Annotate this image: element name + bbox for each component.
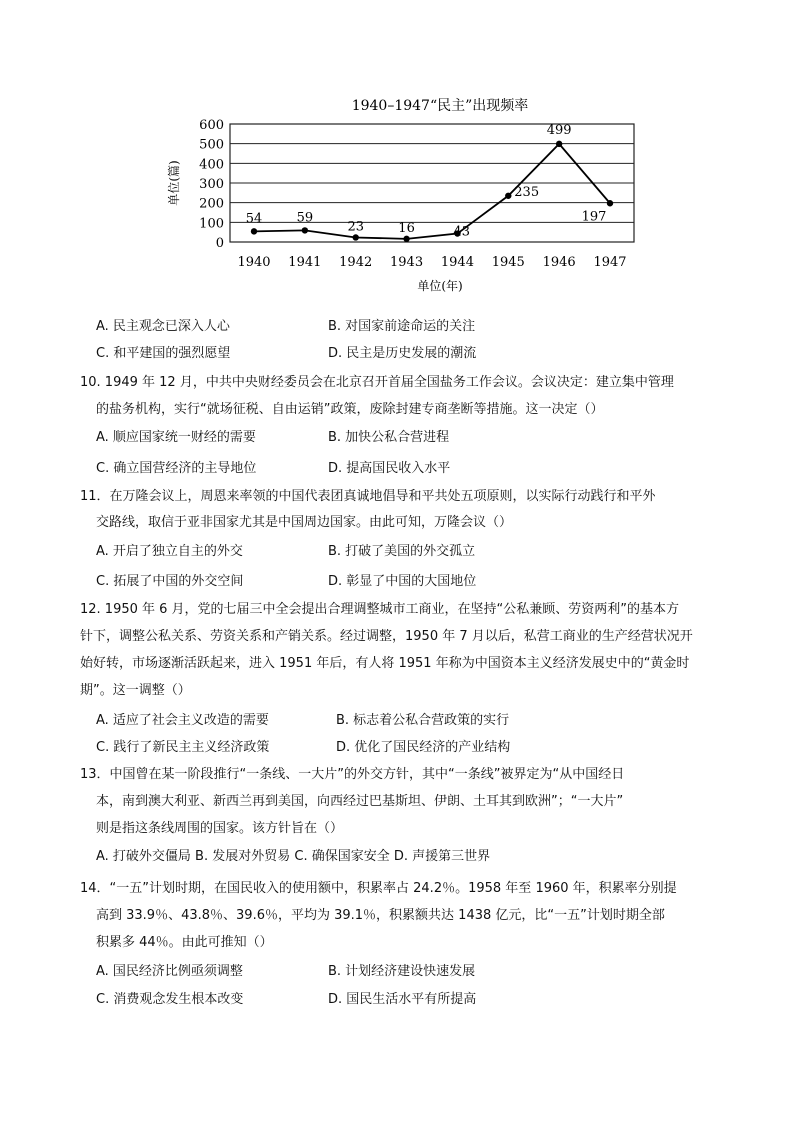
q14-stem-line2: 高到 33.9％、43.8％、39.6％，平均为 39.1％，积累额共达 1438 亿元，比“一五”计划时期全部: [96, 908, 665, 923]
q12-stem-line1: 12. 1950 年 6 月，党的七届三中全会提出合理调整城市工商业，在坚持“公私兼顾、劳资两利”的基本方: [80, 602, 680, 617]
data-point: [302, 227, 308, 233]
q10-option-c[interactable]: C. 确立国营经济的主导地位: [96, 461, 257, 476]
q12-option-b[interactable]: B. 标志着公私合营政策的实行: [336, 713, 510, 728]
data-point: [607, 200, 613, 206]
data-point: [353, 234, 359, 240]
q11-stem-line1: 11．在万隆会议上，周恩来率领的中国代表团真诚地倡导和平共处五项原则，以实际行动践行和平外: [80, 489, 656, 504]
data-point: [403, 236, 409, 242]
y-tick-label: 100: [199, 216, 224, 232]
y-axis-label: 单位(篇): [167, 160, 181, 206]
q13-stem-line2: 本，南到澳大利亚、新西兰再到美国，向西经过巴基斯坦、伊朗、土耳其到欧洲”；“一大片”: [96, 794, 624, 809]
x-tick-label: 1944: [440, 255, 474, 270]
x-tick-label: 1946: [542, 255, 576, 270]
data-label: 59: [296, 210, 314, 226]
q9-option-d[interactable]: D. 民主是历史发展的潮流: [328, 346, 477, 361]
data-label: 16: [398, 220, 415, 236]
data-point: [556, 141, 562, 147]
y-tick-label: 600: [199, 118, 224, 133]
q10-option-d[interactable]: D. 提高国民收入水平: [328, 461, 451, 476]
q12-stem-line3: 始好转，市场逐渐活跃起来，进入 1951 年后，有人将 1951 年称为中国资本主义经济发展史中的“黄金时: [80, 656, 690, 671]
q14-stem-line1: 14．“一五”计划时期，在国民收入的使用额中，积累率占 24.2％。1958 年至 1960 年，积累率分别提: [80, 881, 677, 896]
q13-stem-line1: 13．中国曾在某一阶段推行“一条线、一大片”的外交方针，其中“一条线”被界定为“从中国经日: [80, 767, 625, 782]
data-label: 235: [514, 184, 540, 200]
q12-option-c[interactable]: C. 践行了新民主主义经济政策: [96, 740, 270, 755]
x-tick-label: 1941: [288, 255, 322, 270]
y-tick-label: 0: [215, 236, 224, 251]
y-tick-label: 300: [199, 177, 224, 192]
frequency-line-chart: [150, 88, 650, 303]
y-tick-label: 200: [199, 196, 224, 212]
x-tick-label: 1945: [491, 255, 525, 270]
q9-option-c[interactable]: C. 和平建国的强烈愿望: [96, 346, 231, 361]
data-label: 54: [245, 211, 263, 227]
q10-stem-line1: 10. 1949 年 12 月，中共中央财经委员会在北京召开首届全国盐务工作会议。会议决定：建立集中管理: [80, 375, 674, 390]
q10-option-a[interactable]: A. 顺应国家统一财经的需要: [96, 430, 256, 445]
x-tick-label: 1942: [339, 255, 373, 270]
q9-option-a[interactable]: A. 民主观念已深入人心: [96, 319, 230, 334]
q14-option-a[interactable]: A. 国民经济比例亟须调整: [96, 964, 243, 979]
data-label: 197: [581, 209, 607, 225]
x-tick-label: 1943: [390, 255, 424, 270]
data-point: [505, 193, 511, 199]
y-tick-label: 500: [199, 137, 224, 153]
chart-title: 1940–1947“民主”出现频率: [351, 98, 529, 114]
q12-option-d[interactable]: D. 优化了国民经济的产业结构: [336, 740, 511, 755]
y-tick-label: 400: [199, 157, 224, 173]
chart-svg: [150, 88, 650, 303]
q14-option-b[interactable]: B. 计划经济建设快速发展: [328, 964, 476, 979]
q11-option-d[interactable]: D. 彰显了中国的大国地位: [328, 574, 477, 589]
q11-option-b[interactable]: B. 打破了美国的外交孤立: [328, 544, 476, 559]
q11-option-a[interactable]: A. 开启了独立自主的外交: [96, 544, 243, 559]
q12-stem-line4: 期”。这一调整（）: [80, 683, 191, 698]
data-label: 23: [347, 219, 364, 235]
q12-stem-line2: 针下，调整公私关系、劳资关系和产销关系。经过调整，1950 年 7 月以后，私营工商业的生产经营状况开: [80, 629, 693, 644]
q10-option-b[interactable]: B. 加快公私合营进程: [328, 430, 450, 445]
q11-option-c[interactable]: C. 拓展了中国的外交空间: [96, 574, 244, 589]
q13-stem-line3: 则是指这条线周围的国家。该方针旨在（）: [96, 821, 344, 836]
data-label: 499: [546, 122, 572, 138]
q13-options[interactable]: A. 打破外交僵局 B. 发展对外贸易 C. 确保国家安全 D. 声援第三世界: [96, 849, 491, 864]
x-tick-label: 1940: [237, 255, 271, 270]
q12-option-a[interactable]: A. 适应了社会主义改造的需要: [96, 713, 269, 728]
q11-stem-line2: 交路线，取信于亚非国家尤其是中国周边国家。由此可知，万隆会议（）: [96, 515, 513, 530]
q9-option-b[interactable]: B. 对国家前途命运的关注: [328, 319, 476, 334]
data-label: 43: [453, 224, 470, 240]
x-tick-label: 1947: [593, 255, 627, 270]
q10-stem-line2: 的盐务机构，实行“就场征税、自由运销”政策，废除封建专商垄断等措施。这一决定（）: [96, 402, 604, 417]
x-axis-label: 单位(年): [417, 279, 463, 293]
q14-stem-line3: 积累多 44％。由此可推知（）: [96, 935, 273, 950]
q14-option-c[interactable]: C. 消费观念发生根本改变: [96, 992, 244, 1007]
data-point: [251, 228, 257, 234]
q14-option-d[interactable]: D. 国民生活水平有所提高: [328, 992, 477, 1007]
